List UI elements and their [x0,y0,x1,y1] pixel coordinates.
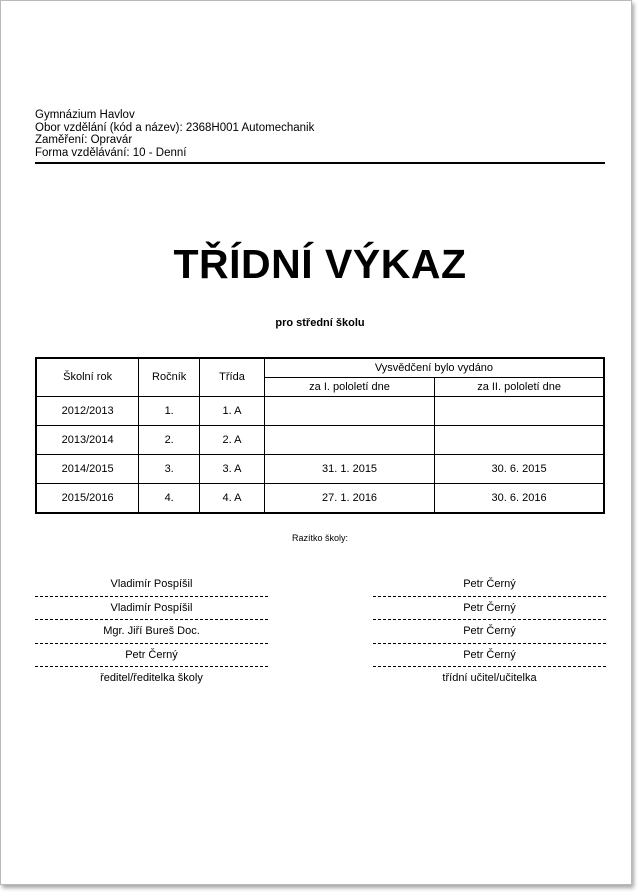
signature-line: Petr Černý [373,573,606,597]
table-row [36,483,604,513]
column-header-grade: Ročník [139,358,200,396]
cell-grade: 2. [139,425,200,454]
column-header-first-term: za I. pololetí dne [264,377,434,396]
column-header-second-term: za II. pololetí dne [435,377,604,396]
document-header [35,109,605,164]
signature-line: Petr Černý [373,597,606,621]
cell-first-term: 27. 1. 2016 [264,483,434,513]
table-row [36,454,604,483]
cell-first-term [264,396,434,425]
signature-line: Mgr. Jiří Bureš Doc. [35,620,268,644]
signature-line: Vladimír Pospíšil [35,573,268,597]
school-years-table [35,357,605,514]
cell-class: 2. A [200,425,265,454]
cell-year: 2014/2015 [36,454,139,483]
cell-grade: 3. [139,454,200,483]
teacher-signatures [373,573,606,684]
teacher-caption: třídní učitel/učitelka [442,672,537,684]
director-signatures [35,573,268,684]
column-header-year: Školní rok [36,358,139,396]
cell-class: 4. A [200,483,265,513]
signature-line: Petr Černý [373,644,606,668]
signature-line: Petr Černý [35,644,268,668]
column-header-issued: Vysvědčení bylo vydáno [264,358,604,377]
signature-line: Vladimír Pospíšil [35,597,268,621]
cell-grade: 1. [139,396,200,425]
column-header-class: Třída [200,358,265,396]
cell-second-term [435,396,604,425]
field-of-study: Obor vzdělání (kód a název): 2368H001 Automechanik [35,121,315,134]
cell-first-term [264,425,434,454]
cell-second-term: 30. 6. 2015 [435,454,604,483]
cell-year: 2015/2016 [36,483,139,513]
school-name: Gymnázium Havlov [35,109,135,121]
cell-year: 2013/2014 [36,425,139,454]
page-title: TŘÍDNÍ VÝKAZ [173,241,467,287]
specialization: Zaměření: Opravár [35,134,133,146]
cell-year: 2012/2013 [36,396,139,425]
table-row [36,425,604,454]
page-subtitle: pro střední školu [275,317,365,329]
cell-class: 3. A [200,454,265,483]
table-header-row [36,358,604,377]
cell-first-term: 31. 1. 2015 [264,454,434,483]
table-row [36,396,604,425]
director-caption: ředitel/ředitelka školy [100,672,203,684]
school-stamp-label: Razítko školy: [291,533,349,543]
cell-second-term [435,425,604,454]
form-of-study: Forma vzdělávání: 10 - Denní [35,146,187,159]
signature-line: Petr Černý [373,620,606,644]
cell-grade: 4. [139,483,200,513]
cell-second-term: 30. 6. 2016 [435,483,604,513]
cell-class: 1. A [200,396,265,425]
